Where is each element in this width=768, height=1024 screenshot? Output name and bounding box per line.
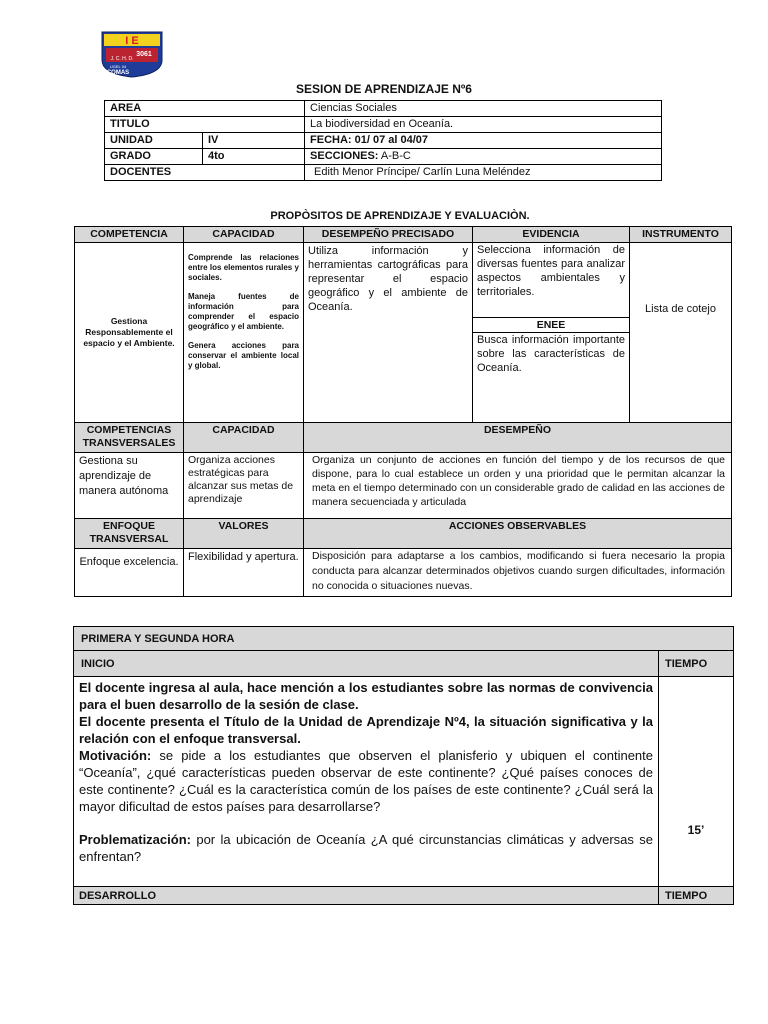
header-enfoque: ENFOQUE TRANSVERSAL xyxy=(75,519,184,549)
logo-ugel: UGEL 04 xyxy=(109,64,127,69)
acciones-cell: Disposición para adaptarse a los cambios, modificando si fuera necesario la propia conducta para alcanzar determinados objetivos cuando surgen dificultades, información no conocida o situaciones nuevas. xyxy=(304,549,732,597)
grado-value: 4to xyxy=(203,149,305,165)
instrumento-cell: Lista de cotejo xyxy=(630,243,732,423)
fecha-label: FECHA: xyxy=(310,134,352,146)
logo-place: COMAS xyxy=(106,70,130,76)
school-logo xyxy=(100,30,164,78)
tiempo-label: TIEMPO xyxy=(659,651,734,677)
sequence-header: PRIMERA Y SEGUNDA HORA xyxy=(74,627,734,651)
capacidad-item-3: Genera acciones para conservar el ambiente local y global. xyxy=(188,341,299,370)
problematizacion-label: Problematización: xyxy=(79,832,191,847)
info-table xyxy=(104,100,662,181)
motivacion-paragraph xyxy=(79,747,653,815)
area-value: Ciencias Sociales xyxy=(305,101,662,117)
unidad-label: UNIDAD xyxy=(105,133,203,149)
capacidad-item-2: Maneja fuentes de información para comprender el espacio geográfico y el ambiente. xyxy=(188,292,299,331)
enee-label: ENEE xyxy=(473,317,629,333)
evidencia-2: Busca información importante sobre las características de Oceanía. xyxy=(477,334,625,374)
header-capacidad-2: CAPACIDAD xyxy=(184,423,304,453)
motivacion-label: Motivación: xyxy=(79,748,152,763)
sequence-table xyxy=(73,626,734,905)
evidencia-1: Selecciona información de diversas fuentes para analizar aspectos ambientales y territoriales. xyxy=(477,244,625,298)
header-desempeno-2: DESEMPEÑO xyxy=(304,423,732,453)
capacidad-cell xyxy=(184,243,304,423)
comp-trans-cell: Gestiona su aprendizaje de manera autónoma xyxy=(75,453,184,519)
inicio-paragraph-1: El docente ingresa al aula, hace mención a los estudiantes sobre las normas de convivencia para el buen desarrollo de la sesión de clase. xyxy=(79,680,653,712)
time-value: 15’ xyxy=(659,677,734,887)
desarrollo-label: DESARROLLO xyxy=(74,887,659,905)
school-crest-icon xyxy=(100,30,164,78)
secciones-value: A-B-C xyxy=(378,150,411,162)
competency-table xyxy=(74,226,732,597)
titulo-value: La biodiversidad en Oceanía. xyxy=(305,117,662,133)
header-valores: VALORES xyxy=(184,519,304,549)
fecha-value: 01/ 07 al 04/07 xyxy=(351,134,429,146)
inicio-paragraph-2: El docente presenta el Título de la Unidad de Aprendizaje Nº4, la situación significativa y la relación con el enfoque transversal. xyxy=(79,714,653,746)
logo-initials: J. C. H. D. xyxy=(110,56,134,62)
secciones-label: SECCIONES: xyxy=(310,150,379,162)
fecha-cell xyxy=(305,133,662,149)
desempeno-cell: Utiliza información y herramientas cartográficas para representar el espacio geográfico y el ambiente de Oceanía. xyxy=(304,243,473,423)
logo-letters: I E xyxy=(125,35,139,47)
motivacion-text: se pide a los estudiantes que observen el planisferio y ubiquen el continente “Oceanía”, ¿qué características pueden observar de este continente? ¿Qué países conoces de este continente? ¿Cuál es la característica común de los países de este continente? ¿Cuál será la mayor dificultad de estos países para desarrollarse? xyxy=(79,748,653,814)
header-desempeno: DESEMPEÑO PRECISADO xyxy=(304,227,473,243)
grado-label: GRADO xyxy=(105,149,203,165)
purposes-title: PROPÒSITOS DE APRENDIZAJE Y EVALUACIÒN. xyxy=(270,210,530,222)
docentes-label: DOCENTES xyxy=(105,165,305,181)
problematizacion-text: por la ubicación de Oceanía ¿A qué circunstancias climáticas y adversas se enfrentan? xyxy=(79,832,653,864)
competencia-cell: Gestiona Responsablemente el espacio y el Ambiente. xyxy=(75,243,184,423)
evidencia-cell xyxy=(473,243,630,423)
titulo-label: TITULO xyxy=(105,117,305,133)
problematizacion-paragraph xyxy=(79,831,653,865)
valores-cell: Flexibilidad y apertura. xyxy=(184,549,304,597)
session-title: SESION DE APRENDIZAJE Nº6 xyxy=(296,82,472,96)
docentes-value: Edith Menor Príncipe/ Carlín Luna Meléndez xyxy=(305,165,662,181)
header-competencias-transversales: COMPETENCIAS TRANSVERSALES xyxy=(75,423,184,453)
area-label: AREA xyxy=(105,101,305,117)
inicio-content xyxy=(74,677,659,887)
unidad-value: IV xyxy=(203,133,305,149)
logo-number: 3061 xyxy=(136,51,152,58)
desempeno-trans-cell: Organiza un conjunto de acciones en función del tiempo y de los recursos de que dispone, para lo cual establece un orden y una prioridad que le permitan alcanzar la meta en el tiempo determinado con un considerable grado de calidad en las acciones de manera secuenciada y articulada xyxy=(304,453,732,519)
header-acciones: ACCIONES OBSERVABLES xyxy=(304,519,732,549)
capacidad-trans-cell: Organiza acciones estratégicas para alcanzar sus metas de aprendizaje xyxy=(184,453,304,519)
inicio-label: INICIO xyxy=(74,651,659,677)
enfoque-cell: Enfoque excelencia. xyxy=(75,549,184,597)
header-instrumento: INSTRUMENTO xyxy=(630,227,732,243)
header-capacidad: CAPACIDAD xyxy=(184,227,304,243)
header-evidencia: EVIDENCIA xyxy=(473,227,630,243)
capacidad-item-1: Comprende las relaciones entre los elementos rurales y sociales. xyxy=(188,253,299,282)
tiempo-label-2: TIEMPO xyxy=(659,887,734,905)
secciones-cell xyxy=(305,149,662,165)
header-competencia: COMPETENCIA xyxy=(75,227,184,243)
